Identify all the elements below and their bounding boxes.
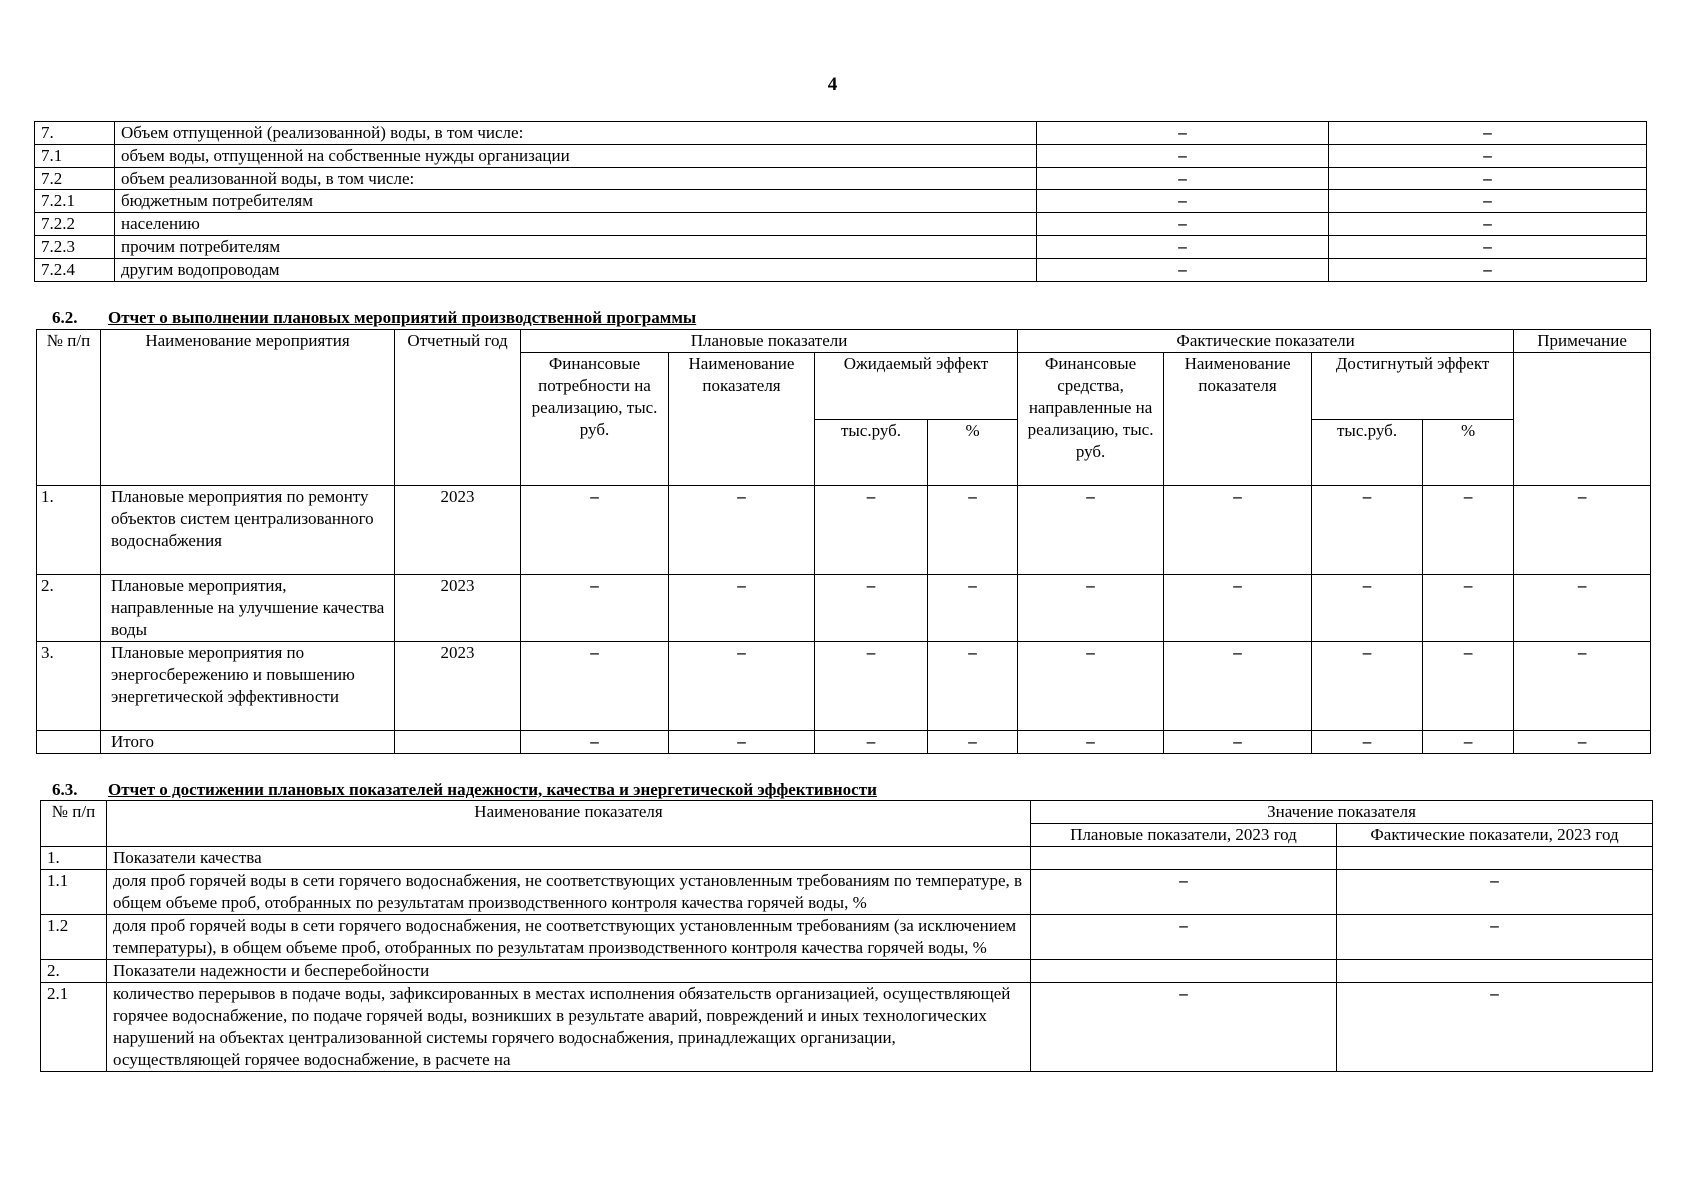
row-name: другим водопроводам [115, 258, 1037, 281]
fact-value: – [1337, 983, 1653, 1072]
row-number: 7.2 [35, 167, 115, 190]
plan-value: – [1037, 258, 1329, 281]
plan-value: – [1037, 167, 1329, 190]
col-header-plan-ind: Наименование показателя [669, 353, 815, 486]
fact-value: – [1329, 190, 1647, 213]
table-row [35, 235, 1647, 258]
row-name: Показатели качества [107, 847, 1031, 870]
empty-cell [395, 731, 521, 754]
table-row [35, 167, 1647, 190]
plan-pct-value: – [928, 642, 1018, 731]
fact-rub-value: – [1312, 486, 1423, 575]
total-plan-ind: – [669, 731, 815, 754]
row-number: 7.1 [35, 144, 115, 167]
total-row [37, 731, 1651, 754]
note-value: – [1514, 575, 1651, 642]
row-name: Плановые мероприятия, направленные на улучшение качества воды [101, 575, 395, 642]
table-row [37, 575, 1651, 642]
table-row [35, 122, 1647, 145]
section-6-3-title [52, 780, 877, 800]
row-name: количество перерывов в подаче воды, зафиксированных в местах исполнения обязательств организацией, осуществляющей горячее водоснабжение, по подаче горячей воды, возникших в результате аварий, повреждений и иных технологических нарушений на объектах централизованной системы горячего водоснабжения, принадлежащих организации, осуществляющей горячее водоснабжение, в расчете на [107, 983, 1031, 1072]
col-header-fact-group: Фактические показатели [1018, 330, 1514, 353]
row-number: 1. [37, 486, 101, 575]
row-number: 2.1 [41, 983, 107, 1072]
water-volume-table [34, 121, 1647, 282]
plan-ind-value: – [669, 486, 815, 575]
fact-pct-value: – [1423, 575, 1514, 642]
row-number: 7.2.3 [35, 235, 115, 258]
plan-fin-value: – [521, 486, 669, 575]
fact-value [1337, 847, 1653, 870]
fact-value: – [1329, 144, 1647, 167]
row-number: 1. [41, 847, 107, 870]
empty-cell [37, 731, 101, 754]
row-number: 1.2 [41, 915, 107, 960]
note-value: – [1514, 486, 1651, 575]
row-number: 2. [37, 575, 101, 642]
row-name: бюджетным потребителям [115, 190, 1037, 213]
fact-value: – [1329, 167, 1647, 190]
fact-pct-value: – [1423, 642, 1514, 731]
empty-cell [1514, 353, 1651, 486]
plan-rub-value: – [815, 642, 928, 731]
row-number: 7. [35, 122, 115, 145]
col-header-fact-rub: тыс.руб. [1312, 419, 1423, 486]
row-number: 2. [41, 960, 107, 983]
plan-pct-value: – [928, 486, 1018, 575]
section-title-text: Отчет о выполнении плановых мероприятий производственной программы [108, 308, 697, 327]
total-note: – [1514, 731, 1651, 754]
note-value: – [1514, 642, 1651, 731]
row-name: прочим потребителям [115, 235, 1037, 258]
col-header-fact: Фактические показатели, 2023 год [1337, 824, 1653, 847]
fact-value [1337, 960, 1653, 983]
fact-pct-value: – [1423, 486, 1514, 575]
col-header-plan-fin: Финансовые потребности на реализацию, тыс. руб. [521, 353, 669, 486]
col-header-plan: Плановые показатели, 2023 год [1031, 824, 1337, 847]
total-fact-ind: – [1164, 731, 1312, 754]
plan-value: – [1037, 235, 1329, 258]
planned-measures-table [36, 329, 1651, 754]
row-number: 7.2.2 [35, 213, 115, 236]
fact-fin-value: – [1018, 486, 1164, 575]
row-name: доля проб горячей воды в сети горячего водоснабжения, не соответствующих установленным требованиям (за исключением температуры), в общем объеме проб, отобранных по результатам производственного контроля качества горячей воды, % [107, 915, 1031, 960]
header-row [37, 330, 1651, 353]
table-row [41, 960, 1653, 983]
col-header-fact-ind: Наименование показателя [1164, 353, 1312, 486]
total-plan-rub: – [815, 731, 928, 754]
fact-fin-value: – [1018, 575, 1164, 642]
col-header-name: Наименование мероприятия [101, 330, 395, 486]
col-header-note: Примечание [1514, 330, 1651, 353]
col-header-plan-rub: тыс.руб. [815, 419, 928, 486]
plan-value: – [1037, 122, 1329, 145]
fact-fin-value: – [1018, 642, 1164, 731]
row-name: Показатели надежности и бесперебойности [107, 960, 1031, 983]
fact-value: – [1337, 870, 1653, 915]
plan-fin-value: – [521, 642, 669, 731]
plan-ind-value: – [669, 575, 815, 642]
col-header-fact-fin: Финансовые средства, направленные на реализацию, тыс. руб. [1018, 353, 1164, 486]
header-row [41, 801, 1653, 824]
plan-value [1031, 960, 1337, 983]
section-6-2-title [52, 308, 696, 328]
plan-rub-value: – [815, 486, 928, 575]
plan-value: – [1037, 213, 1329, 236]
fact-value: – [1329, 213, 1647, 236]
col-header-plan-group: Плановые показатели [521, 330, 1018, 353]
section-number: 6.3. [52, 780, 78, 799]
col-header-name: Наименование показателя [107, 801, 1031, 847]
row-name: объем реализованной воды, в том числе: [115, 167, 1037, 190]
table-row [37, 642, 1651, 731]
row-name: Плановые мероприятия по ремонту объектов систем централизованного водоснабжения [101, 486, 395, 575]
row-number: 7.2.4 [35, 258, 115, 281]
section-title-text: Отчет о достижении плановых показателей надежности, качества и энергетической эффективности [108, 780, 877, 799]
section-number: 6.2. [52, 308, 78, 327]
col-header-num: № п/п [37, 330, 101, 486]
row-name: Объем отпущенной (реализованной) воды, в том числе: [115, 122, 1037, 145]
table-row [35, 190, 1647, 213]
total-plan-fin: – [521, 731, 669, 754]
table-row [37, 486, 1651, 575]
plan-value: – [1037, 190, 1329, 213]
plan-value: – [1037, 144, 1329, 167]
total-label: Итого [101, 731, 395, 754]
fact-rub-value: – [1312, 575, 1423, 642]
plan-fin-value: – [521, 575, 669, 642]
total-plan-pct: – [928, 731, 1018, 754]
fact-value: – [1329, 258, 1647, 281]
table-row [41, 915, 1653, 960]
table-row [41, 870, 1653, 915]
row-year: 2023 [395, 486, 521, 575]
total-fact-rub: – [1312, 731, 1423, 754]
plan-value: – [1031, 915, 1337, 960]
fact-ind-value: – [1164, 486, 1312, 575]
col-header-fact-effect: Достигнутый эффект [1312, 353, 1514, 420]
plan-value: – [1031, 983, 1337, 1072]
plan-rub-value: – [815, 575, 928, 642]
fact-value: – [1329, 122, 1647, 145]
fact-ind-value: – [1164, 575, 1312, 642]
row-number: 7.2.1 [35, 190, 115, 213]
row-number: 3. [37, 642, 101, 731]
row-year: 2023 [395, 642, 521, 731]
fact-ind-value: – [1164, 642, 1312, 731]
table-row [35, 144, 1647, 167]
col-header-num: № п/п [41, 801, 107, 847]
plan-value [1031, 847, 1337, 870]
row-name: населению [115, 213, 1037, 236]
row-name: доля проб горячей воды в сети горячего водоснабжения, не соответствующих установленным требованиям по температуре, в общем объеме проб, отобранных по результатам производственного контроля качества горячей воды, % [107, 870, 1031, 915]
plan-pct-value: – [928, 575, 1018, 642]
indicators-table [40, 800, 1653, 1072]
total-fact-pct: – [1423, 731, 1514, 754]
row-year: 2023 [395, 575, 521, 642]
col-header-year: Отчетный год [395, 330, 521, 486]
fact-rub-value: – [1312, 642, 1423, 731]
row-number: 1.1 [41, 870, 107, 915]
col-header-value: Значение показателя [1031, 801, 1653, 824]
total-fact-fin: – [1018, 731, 1164, 754]
col-header-fact-pct: % [1423, 419, 1514, 486]
fact-value: – [1337, 915, 1653, 960]
col-header-plan-effect: Ожидаемый эффект [815, 353, 1018, 420]
fact-value: – [1329, 235, 1647, 258]
plan-ind-value: – [669, 642, 815, 731]
row-name: объем воды, отпущенной на собственные нужды организации [115, 144, 1037, 167]
col-header-plan-pct: % [928, 419, 1018, 486]
table-row [41, 983, 1653, 1072]
table-row [35, 213, 1647, 236]
row-name: Плановые мероприятия по энергосбережению и повышению энергетической эффективности [101, 642, 395, 731]
table-row [41, 847, 1653, 870]
page-number: 4 [827, 74, 838, 95]
plan-value: – [1031, 870, 1337, 915]
table-row [35, 258, 1647, 281]
